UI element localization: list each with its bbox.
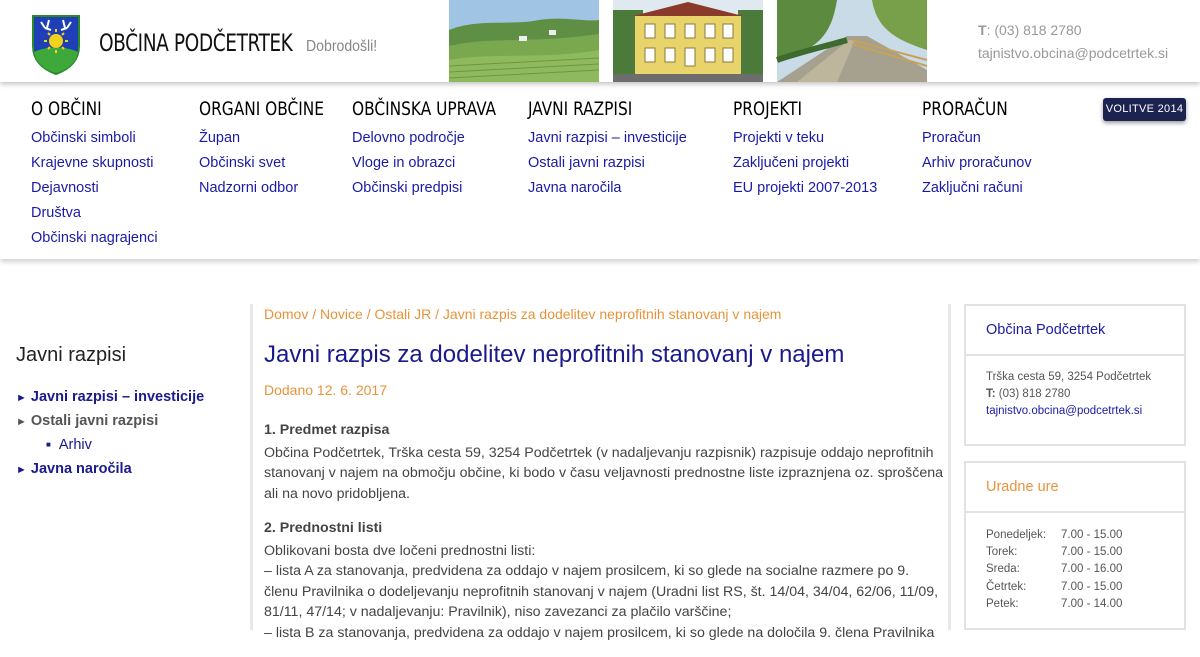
menu-column-o-obcini [31, 98, 158, 249]
main-navigation-menu [0, 82, 1200, 259]
post-date: Dodano 12. 6. 2017 [264, 382, 387, 398]
sidebar-title: Javni razpisi [16, 344, 127, 366]
menu-link-obcinski-predpisi[interactable]: Občinski predpisi [352, 180, 463, 196]
sidebar-item-arhiv[interactable]: ■ Arhiv [46, 437, 92, 453]
page-title: Javni razpis za dodelitev neprofitnih stanovanj v najem [264, 341, 845, 368]
header-photo-vineyard-hills [449, 0, 599, 82]
menu-link-proracun[interactable]: Proračun [922, 130, 981, 146]
hours-row: Sreda: 7.00 - 16.00 [986, 563, 1123, 576]
section-paragraph-prednostni-listi: Oblikovani bosta dve ločeni prednostni listi: – lista A za stanovanja, predvidena za oddajo v najem prosilcem, ki so glede na socialne razmere po 9. členu Pravilnika o dodeljevanju neprofitnih stanovanj v najem (Uradni list RS, št. 14/04, 34/04, 62/06, 11/09, 81/11, 47/14; v nadaljevanju: Pravilnik), niso zavezanci za plačilo varščine; – lista B za stanovanja, predvidena za oddajo v najem prosilcem, ki so glede na določila 9. člena Pravilnika [264, 542, 939, 641]
menu-link-obcinski-nagrajenci[interactable]: Občinski nagrajenci [31, 230, 158, 246]
menu-heading-obcinska-uprava[interactable]: OBČINSKA UPRAVA [352, 98, 497, 120]
menu-link-nadzorni-odbor[interactable]: Nadzorni odbor [199, 180, 299, 196]
menu-column-proracun [922, 98, 1032, 199]
office-hours-list [966, 513, 1184, 613]
sidebar-item-javna-narocila[interactable]: ► Javna naročila [16, 461, 132, 477]
menu-column-javni-razpisi [528, 98, 687, 199]
menu-link-ostali-javni-razpisi[interactable]: Ostali javni razpisi [528, 155, 645, 171]
office-hours-title: Uradne ure [966, 463, 1184, 513]
header-email-link[interactable]: tajnistvo.obcina@podcetrtek.si [978, 45, 1169, 61]
sidebar-item-javni-razpisi-investicije[interactable]: ► Javni razpisi – investicije [16, 389, 205, 405]
menu-link-projekti-v-teku[interactable]: Projekti v teku [733, 130, 825, 146]
menu-link-eu-projekti[interactable]: EU projekti 2007-2013 [733, 180, 878, 196]
menu-link-javna-narocila[interactable]: Javna naročila [528, 180, 622, 196]
coat-of-arms-logo[interactable] [31, 14, 81, 75]
article-body [264, 420, 948, 657]
menu-link-zupan[interactable]: Župan [199, 130, 241, 146]
sidebar-item-ostali-javni-razpisi[interactable]: ► Ostali javni razpisi [16, 413, 159, 429]
menu-link-obcinski-simboli[interactable]: Občinski simboli [31, 130, 136, 146]
site-title[interactable]: OBČINA PODČETRTEK [99, 29, 293, 57]
contact-box-title: Občina Podčetrtek [966, 306, 1184, 356]
triangle-right-icon: ► [16, 392, 27, 404]
hours-row: Četrtek: 7.00 - 15.00 [986, 580, 1123, 593]
breadcrumb[interactable]: Domov / Novice / Ostali JR / Javni razpis za dodelitev neprofitnih stanovanj v najem [264, 306, 782, 322]
menu-link-krajevne-skupnosti[interactable]: Krajevne skupnosti [31, 155, 154, 171]
menu-link-obcinski-svet[interactable]: Občinski svet [199, 155, 286, 171]
contact-box [964, 304, 1186, 446]
menu-link-zakljucni-racuni[interactable]: Zaključni računi [922, 180, 1023, 196]
contact-address: Trška cesta 59, 3254 Podčetrtek [986, 371, 1152, 383]
header-photo-path-by-river [777, 0, 927, 82]
menu-heading-o-obcini[interactable]: O OBČINI [31, 98, 102, 120]
menu-link-arhiv-proracunov[interactable]: Arhiv proračunov [922, 155, 1032, 171]
section-paragraph-predmet: Občina Podčetrtek, Trška cesta 59, 3254 Podčetrtek (v nadaljevanju razpisnik) razpisuje oddajo neprofitnih stanovanj v najem na območju občine, ki bodo v času veljavnosti prednostne liste izpraznjena oz. sproščena ali na novo pridobljena. [264, 444, 944, 502]
sidebar-nav [16, 387, 204, 483]
menu-column-projekti [733, 98, 877, 199]
hours-row: Ponedeljek: 7.00 - 15.00 [986, 529, 1123, 541]
header-phone: T: (03) 818 2780 [978, 22, 1082, 38]
section-heading-predmet-razpisa: 1. Predmet razpisa [264, 422, 390, 438]
menu-heading-projekti[interactable]: PROJEKTI [733, 98, 803, 120]
menu-link-drustva[interactable]: Društva [31, 205, 81, 221]
office-hours-box [964, 461, 1186, 630]
menu-column-organi-obcine [199, 98, 338, 199]
content-divider-right [948, 304, 951, 630]
menu-link-vloge-in-obrazci[interactable]: Vloge in obrazci [352, 155, 456, 171]
section-heading-prednostni-listi: 2. Prednostni listi [264, 520, 383, 536]
contact-email-link[interactable]: tajnistvo.obcina@podcetrtek.si [986, 405, 1143, 417]
menu-link-dejavnosti[interactable]: Dejavnosti [31, 180, 99, 196]
menu-link-zakljuceni-projekti[interactable]: Zaključeni projekti [733, 155, 850, 171]
contact-phone: T: (03) 818 2780 [986, 388, 1071, 400]
menu-heading-proracun[interactable]: PRORAČUN [922, 98, 1008, 120]
menu-column-obcinska-uprava [352, 98, 512, 199]
menu-link-javni-razpisi-investicije[interactable]: Javni razpisi – investicije [528, 130, 687, 146]
contact-box-body [966, 356, 1184, 420]
menu-heading-javni-razpisi[interactable]: JAVNI RAZPISI [528, 98, 633, 120]
volitve-2014-button[interactable]: VOLITVE 2014 [1103, 98, 1186, 121]
hours-row: Petek: 7.00 - 14.00 [986, 597, 1123, 610]
site-header [0, 0, 1200, 82]
triangle-right-icon: ► [16, 416, 27, 428]
welcome-text: Dobrodošli! [306, 38, 378, 55]
content-divider-left [250, 304, 253, 630]
hours-row: Torek: 7.00 - 15.00 [986, 546, 1123, 559]
menu-link-delovno-podrocje[interactable]: Delovno področje [352, 130, 465, 146]
triangle-right-icon: ► [16, 464, 27, 476]
square-bullet-icon: ■ [46, 440, 51, 450]
header-photo-yellow-building [613, 0, 763, 82]
menu-heading-organi-obcine[interactable]: ORGANI OBČINE [199, 98, 325, 120]
